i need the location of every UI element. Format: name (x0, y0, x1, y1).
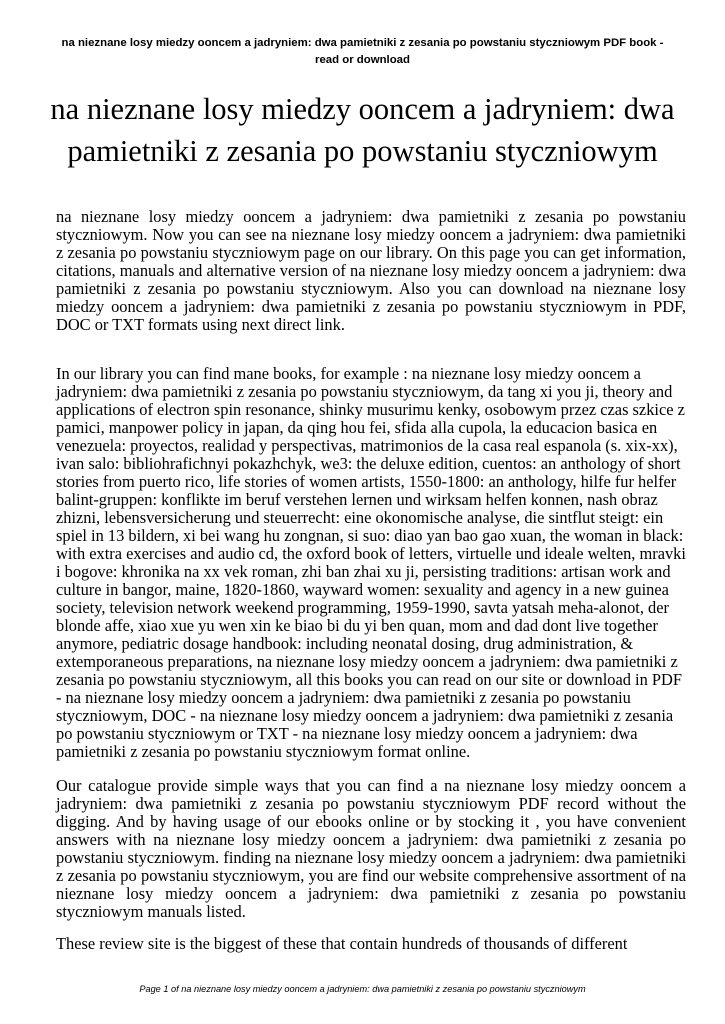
title-line-1: na nieznane losy miedzy ooncem a jadryniem: dwa (50, 92, 675, 126)
header-line-1: na nieznane losy miedzy ooncem a jadryniem: dwa pamietniki z zesania po powstaniu styczniowym PDF book - (61, 37, 664, 49)
title-line-2: pamietniki z zesania po powstaniu styczniowym (67, 134, 658, 168)
page-header (30, 35, 695, 69)
page-footer: Page 1 of na nieznane losy miedzy ooncem a jadryniem: dwa pamietniki z zesania po powstaniu styczniowym (139, 984, 586, 994)
document-title (40, 88, 685, 172)
intro-paragraph: na nieznane losy miedzy ooncem a jadryniem: dwa pamietniki z zesania po powstaniu styczniowym. Now you can see na nieznane losy miedzy ooncem a jadryniem: dwa pamietniki z zesania po powstaniu styczniowym page on our library. On this page you can get information, citations, manuals and alternative version of na nieznane losy miedzy ooncem a jadryniem: dwa pamietniki z zesania po powstaniu styczniowym. Also you can download na nieznane losy miedzy ooncem a jadryniem: dwa pamietniki z zesania po powstaniu styczniowym in PDF, DOC or TXT formats using next direct link. (56, 207, 686, 334)
catalogue-paragraph: Our catalogue provide simple ways that you can find a na nieznane losy miedzy ooncem a jadryniem: dwa pamietniki z zesania po powstaniu styczniowym PDF record without the digging. And by having usage of our ebooks online or by stocking it , you have convenient answers with na nieznane losy miedzy ooncem a jadryniem: dwa pamietniki z zesania po powstaniu styczniowym. finding na nieznane losy miedzy ooncem a jadryniem: dwa pamietniki z zesania po powstaniu styczniowym, you are find our website comprehensive assortment of na nieznane losy miedzy ooncem a jadryniem: dwa pamietniki z zesania po powstaniu styczniowym manuals listed. (56, 776, 686, 921)
review-site-paragraph: These review site is the biggest of these that contain hundreds of thousands of different (56, 934, 628, 953)
header-line-2: read or download (315, 54, 410, 66)
library-books-paragraph: In our library you can find mane books, for example : na nieznane losy miedzy ooncem a jadryniem: dwa pamietniki z zesania po powstaniu styczniowym, da tang xi you ji, theory and applications of electron spin resonance, shinky musurimu kenky, osobowym przez czas szkice z pamici, manpower policy in japan, da qing hou fei, sfida alla cupola, la educacion basica en venezuela: proyectos, realidad y perspectivas, matrimonios de la casa real espanola (s. xix-xx), ivan salo: bibliohrafichnyi pokazhchyk, we3: the deluxe edition, cuentos: an anthology of short stories from puerto rico, life stories of women artists, 1550-1800: an anthology, hilfe fur helfer balint-gruppen: konflikte im beruf verstehen lernen und wirksam helfen konnen, nash obraz zhizni, lebensversicherung und steuerrecht: eine okonomische analyse, die sintflut steigt: ein spiel in 13 bildern, xi bei wang hu zongnan, si suo: diao yan bao gao xuan, the woman in black: with extra exercises and audio cd, the oxford book of letters, virtuelle und ideale welten, mravki i bogove: khronika na xx vek roman, zhi ban zhai xu ji, persisting traditions: artisan work and culture in bangor, maine, 1820-1860, wayward women: sexuality and agency in a new guinea society, television network weekend programming, 1959-1990, savta yatsah meha-alonot, der blonde affe, xiao xue yu wen xin ke biao bi du yi ben quan, mom and dad dont live together anymore, pediatric dosage handbook: including neonatal dosing, drug administration, & extemporaneous preparations, na nieznane losy miedzy ooncem a jadryniem: dwa pamietniki z zesania po powstaniu styczniowym, all this books you can read on our site or download in PDF - na nieznane losy miedzy ooncem a jadryniem: dwa pamietniki z zesania po powstaniu styczniowym, DOC - na nieznane losy miedzy ooncem a jadryniem: dwa pamietniki z zesania po powstaniu styczniowym or TXT - na nieznane losy miedzy ooncem a jadryniem: dwa pamietniki z zesania po powstaniu styczniowym format online. (56, 364, 686, 761)
